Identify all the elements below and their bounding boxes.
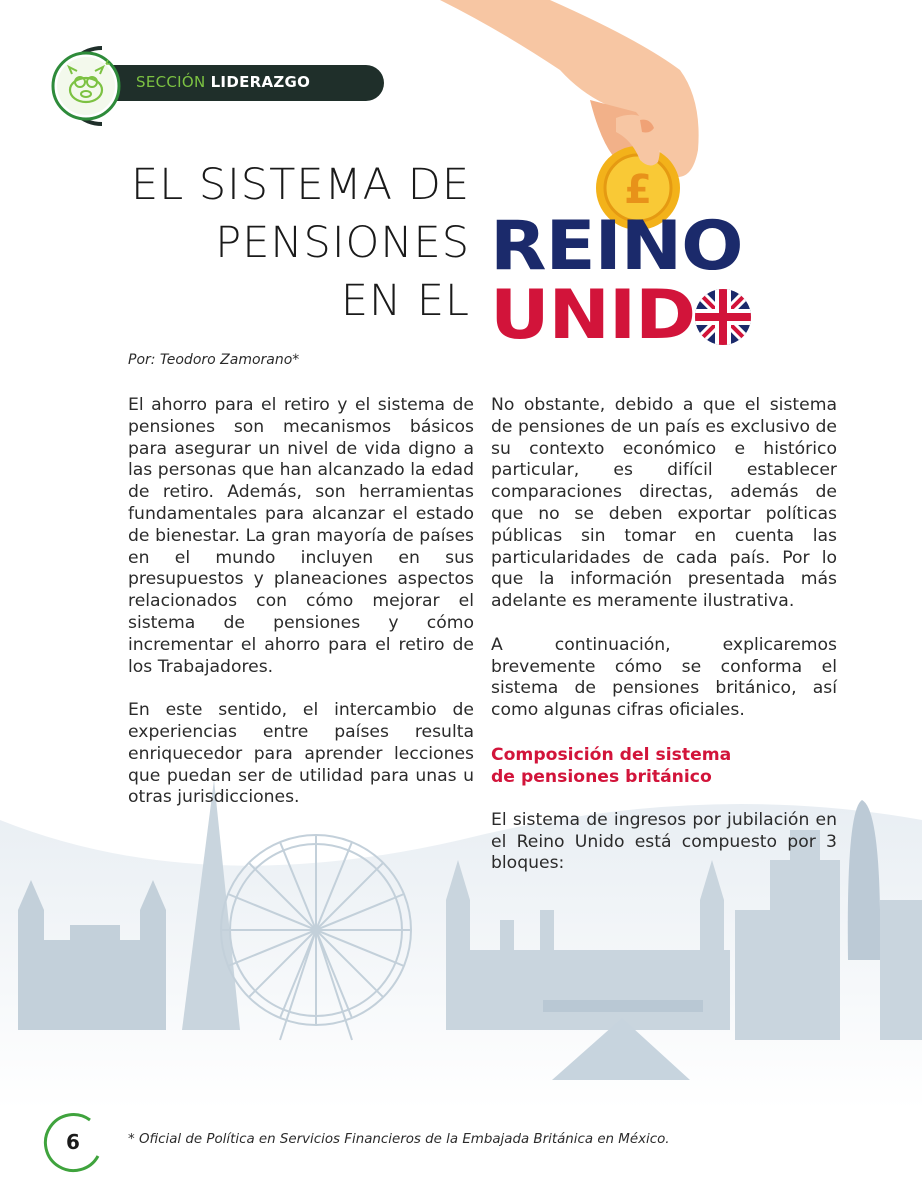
paragraph: No obstante, debido a que el sistema de pensiones de un país es exclusivo de su contexto económico e histórico particular, es difícil establecer comparaciones directas, además de que no se deben exportar políticas públicas sin tomar en cuenta las particularidades de cada país. Por lo que la información presentada más adelante es meramente ilustrativa. [491, 395, 837, 612]
title-line-2: PENSIONES [215, 218, 470, 268]
paragraph: El ahorro para el retiro y el sistema de pensiones son mecanismos básicos para asegurar un nivel de vida digno a las personas que han alcanzado la edad de retiro. Además, son herramientas fundamentales para alcanzar el estado de bienestar. La gran mayoría de países en el mundo incluyen en sus presupuestos y planeaciones aspectos relacionados con cómo mejorar el sistema de pensiones y cómo incrementar el ahorro para el retiro de los Trabajadores. [128, 395, 474, 677]
union-jack-flag-icon [694, 288, 752, 346]
subheading-line-1: Composición del sistema [491, 744, 732, 765]
left-column [128, 395, 474, 831]
section-subheading [491, 744, 837, 788]
footnote: * Oficial de Política en Servicios Financieros de la Embajada Británica en México. [128, 1132, 670, 1147]
section-label-light: SECCIÓN [136, 73, 206, 91]
title-line-1: EL SISTEMA DE [131, 160, 470, 210]
piggy-bank-icon [42, 42, 132, 132]
byline: Por: Teodoro Zamorano* [128, 352, 300, 368]
paragraph: El sistema de ingresos por jubilación en el Reino Unido está compuesto por 3 bloques: [491, 809, 837, 874]
paragraph: En este sentido, el intercambio de experiencias entre países resulta enriquecedor para aprender lecciones que puedan ser de utilidad para unas u otras jurisdicciones. [128, 700, 474, 808]
page-number-badge [40, 1112, 104, 1176]
pound-coin-icon: £ [624, 167, 652, 213]
subheading-line-2: de pensiones británico [491, 766, 712, 787]
page-number: 6 [66, 1130, 80, 1154]
section-label [136, 73, 310, 91]
paragraph: A continuación, explicaremos brevemente cómo se conforma el sistema de pensiones británico, así como algunas cifras oficiales. [491, 634, 837, 721]
section-label-bold: LIDERAZGO [210, 73, 311, 91]
title-line-3: EN EL [340, 276, 470, 326]
hand-with-pound-coin-illustration [440, 0, 720, 240]
title-highlight-unido: UNID [490, 276, 696, 355]
section-badge [42, 42, 342, 132]
right-column [491, 395, 837, 897]
title-highlight-reino: REINO [490, 207, 743, 286]
article-title [100, 156, 470, 330]
